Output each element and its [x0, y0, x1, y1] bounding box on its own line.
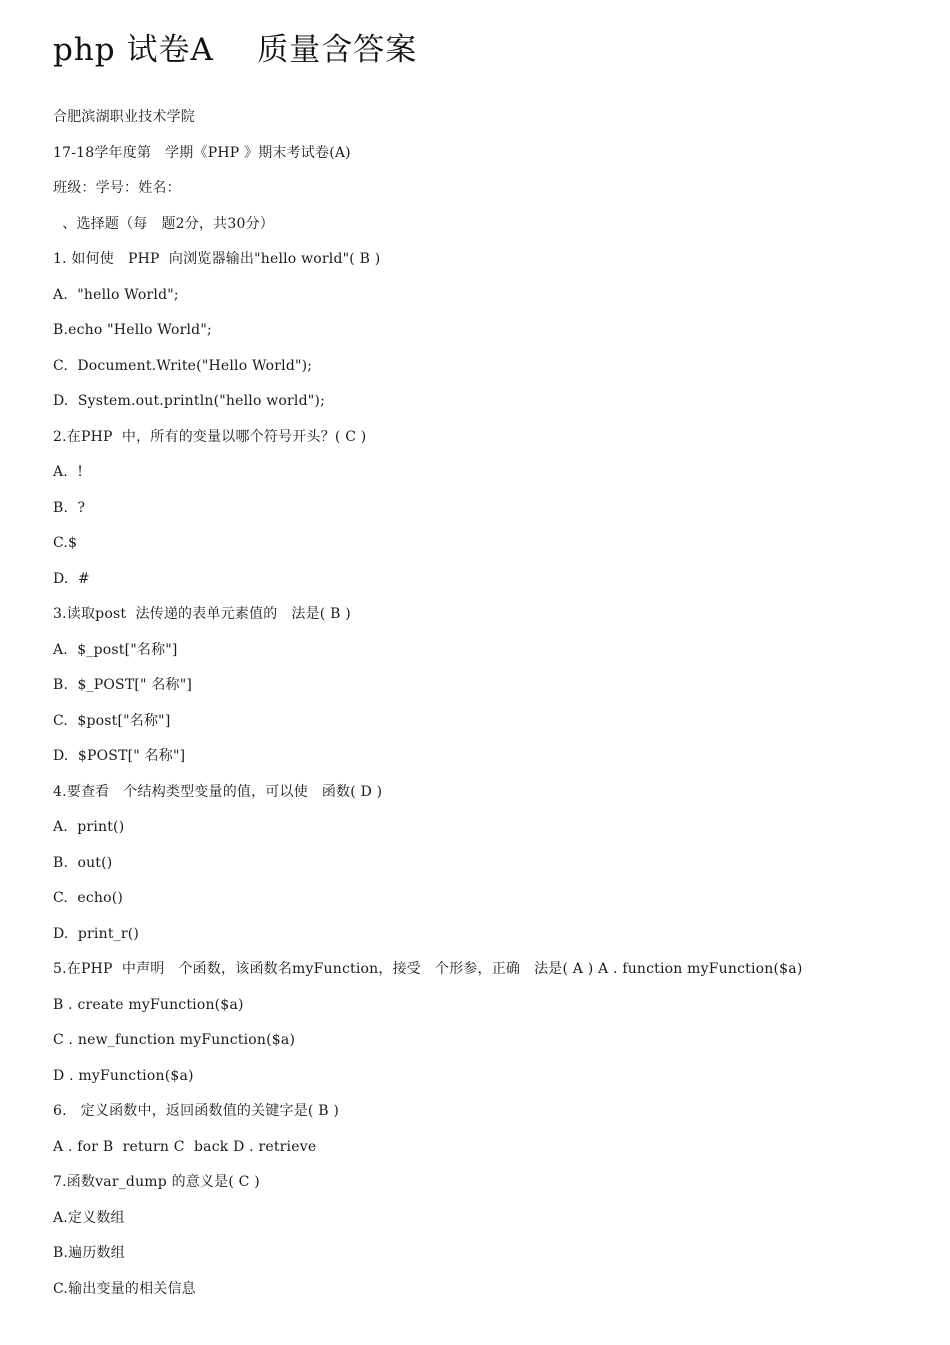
- text-line: D. System.out.println("hello world");: [53, 393, 325, 409]
- text-line: A. !: [53, 464, 84, 480]
- text-line: B. ?: [53, 499, 86, 516]
- text-line: C.输出变量的相关信息: [53, 1280, 196, 1297]
- text-line: A. print(): [53, 819, 125, 835]
- document-title: php 试卷A 质量含答案: [53, 32, 418, 68]
- text-line: 17-18学年度第 学期《PHP 》期末考试卷(A): [53, 144, 351, 161]
- text-line: 2.在PHP 中，所有的变量以哪个符号开头？( C ): [53, 428, 367, 445]
- text-line: 班级：学号：姓名：: [53, 180, 181, 196]
- text-line: B.遍历数组: [53, 1245, 125, 1261]
- text-line: 6. 定义函数中，返回函数值的关键字是( B ): [53, 1103, 340, 1119]
- text-line: A.定义数组: [53, 1209, 125, 1226]
- text-line: D . myFunction($a): [53, 1067, 194, 1084]
- text-line: 合肥滨湖职业技术学院: [53, 109, 195, 125]
- text-line: 4.要查看 个结构类型变量的值，可以使 函数( D ): [53, 783, 383, 800]
- text-line: 3.读取post 法传递的表单元素值的 法是( B ): [53, 606, 351, 622]
- text-line: C.$: [53, 535, 78, 551]
- text-line: B.echo "Hello World";: [53, 322, 212, 338]
- text-line: B. $_POST[" 名称"]: [53, 677, 193, 693]
- text-line: B. out(): [53, 854, 113, 871]
- text-line: 1. 如何使 PHP 向浏览器输出"hello world"( B ): [53, 251, 381, 267]
- text-line: 、选择题（每 题2分，共30分）: [53, 215, 274, 232]
- text-line: C. echo(): [53, 890, 124, 906]
- text-line: D. print_r(): [53, 925, 140, 942]
- text-line: 7.函数var_dump 的意义是( C ): [53, 1174, 260, 1190]
- text-line: A. $_post["名称"]: [53, 641, 178, 658]
- text-line: C. Document.Write("Hello World");: [53, 357, 313, 374]
- text-line: 5.在PHP 中声明 个函数，该函数名myFunction，接受 个形参，正确 法是( A ) A . function myFunction($a): [53, 961, 803, 977]
- text-line: A. "hello World";: [53, 286, 179, 303]
- text-line: B . create myFunction($a): [53, 996, 244, 1013]
- text-line: A . for B return C back D . retrieve: [53, 1138, 317, 1155]
- document-body: [53, 104, 933, 1311]
- text-line: C . new_function myFunction($a): [53, 1032, 296, 1048]
- text-line: D. #: [53, 570, 90, 587]
- text-line: D. $POST[" 名称"]: [53, 748, 186, 764]
- text-line: C. $post["名称"]: [53, 712, 171, 729]
